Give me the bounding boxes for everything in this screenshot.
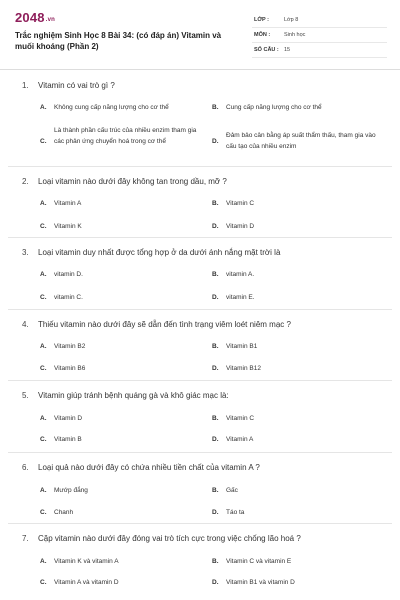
option-text: Vitamin A <box>226 436 254 443</box>
option-letter: B. <box>212 104 219 111</box>
option-letter: B. <box>212 271 219 278</box>
option-letter: D. <box>212 138 219 145</box>
question-text <box>22 390 392 402</box>
option-letter: A. <box>40 487 47 494</box>
question-text <box>22 462 392 474</box>
option-letter: B. <box>212 415 219 422</box>
option-text: Gấc <box>226 487 238 494</box>
question-divider <box>8 166 392 167</box>
option-letter: D. <box>212 294 219 301</box>
question-number: 1. <box>22 81 29 90</box>
option-text: Là thành phần cấu trúc của nhiều enzim tham gia các phản ứng chuyển hoá trong cơ thể <box>54 127 197 145</box>
question-divider <box>8 523 392 524</box>
option-text: Vitamin B2 <box>54 343 86 350</box>
page-header <box>0 0 400 68</box>
option-text: vitamin D. <box>54 271 83 278</box>
meta-key: LỚP : <box>254 17 269 23</box>
option-letter: D. <box>212 509 219 516</box>
option-letter: C. <box>40 294 47 301</box>
page-title: Trắc nghiệm Sinh Học 8 Bài 34: (có đáp án) Vitamin và muối khoáng (Phần 2) <box>15 31 222 51</box>
option-letter: A. <box>40 343 47 350</box>
option-text: Vitamin D <box>54 415 83 422</box>
option-letter: A. <box>40 415 47 422</box>
option-letter: A. <box>40 271 47 278</box>
option-text: Đảm bảo cân bằng áp suất thẩm thấu, tham gia vào cấu tạo của nhiều enzim <box>226 132 376 150</box>
option-text: Vitamin B12 <box>226 365 261 372</box>
question-number: 3. <box>22 248 29 257</box>
option-text: Vitamin B1 <box>226 343 258 350</box>
option-text: Mướp đắng <box>54 487 88 494</box>
option-text: Vitamin A và vitamin D <box>54 579 119 586</box>
header-divider <box>0 69 400 70</box>
option-letter: A. <box>40 104 47 111</box>
meta-row-class <box>252 13 387 28</box>
logo-suffix: .vn <box>45 17 56 23</box>
meta-key: MÔN : <box>254 32 271 38</box>
option-text: Vitamin B1 và vitamin D <box>226 579 295 586</box>
meta-value: Lớp 8 <box>284 17 299 23</box>
question-number: 5. <box>22 391 29 400</box>
question-label: Loại vitamin nào dưới đây không tan trong dầu, mỡ ? <box>38 177 227 186</box>
question-divider <box>8 452 392 453</box>
question-number: 4. <box>22 320 29 329</box>
option-letter: D. <box>212 436 219 443</box>
option-letter: A. <box>40 200 47 207</box>
option-text: Vitamin B6 <box>54 365 86 372</box>
question-text <box>22 533 392 545</box>
option-letter: C. <box>40 436 47 443</box>
meta-row-subject <box>252 28 387 43</box>
question-number: 6. <box>22 463 29 472</box>
question-label: Vitamin giúp tránh bệnh quáng gà và khô giác mạc là: <box>38 391 229 400</box>
question-number: 7. <box>22 534 29 543</box>
option-letter: D. <box>212 579 219 586</box>
question-number: 2. <box>22 177 29 186</box>
option-text: Vitamin C <box>226 200 255 207</box>
meta-key: SỐ CÂU : <box>254 47 279 53</box>
option-text: Vitamin K và vitamin A <box>54 558 119 565</box>
option-text: Táo ta <box>226 509 245 516</box>
option-letter: B. <box>212 558 219 565</box>
option-letter: D. <box>212 365 219 372</box>
meta-value: 15 <box>284 47 291 53</box>
logo-text: 2048 <box>15 10 45 25</box>
option-letter: C. <box>40 223 47 230</box>
option-text: Vitamin C và vitamin E <box>226 558 292 565</box>
question-text <box>22 80 392 92</box>
option-letter: C. <box>40 579 47 586</box>
question-divider <box>8 380 392 381</box>
option-letter: B. <box>212 343 219 350</box>
meta-row-count <box>252 43 387 58</box>
option-text: Vitamin A <box>54 200 82 207</box>
meta-table <box>252 13 387 58</box>
question-label: Loại quả nào dưới đây có chứa nhiều tiền chất của vitamin A ? <box>38 463 260 472</box>
question-text <box>22 176 392 188</box>
option-text: Vitamin C <box>226 415 255 422</box>
option-letter: C. <box>40 509 47 516</box>
option-letter: D. <box>212 223 219 230</box>
option-text: Vitamin D <box>226 223 255 230</box>
option-letter: C. <box>40 138 47 145</box>
option-letter: A. <box>40 558 47 565</box>
question-label: Thiếu vitamin nào dưới đây sẽ dẫn đến tình trạng viêm loét niêm mạc ? <box>38 320 291 329</box>
question-label: Loại vitamin duy nhất được tổng hợp ở da dưới ánh nắng mặt trời là <box>38 248 281 257</box>
question-label: Cặp vitamin nào dưới đây đóng vai trò tích cực trong việc chống lão hoá ? <box>38 534 301 543</box>
option-text: vitamin E. <box>226 294 255 301</box>
option-letter: B. <box>212 487 219 494</box>
option-text: Vitamin K <box>54 223 82 230</box>
question-label: Vitamin có vai trò gì ? <box>38 81 115 90</box>
option-text: Vitamin B <box>54 436 82 443</box>
option-text: vitamin A. <box>226 271 255 278</box>
option-letter: C. <box>40 365 47 372</box>
question-text <box>22 247 392 259</box>
option-text: Không cung cấp năng lượng cho cơ thể <box>54 104 169 111</box>
question-divider <box>8 237 392 238</box>
option-text: Chanh <box>54 509 74 516</box>
meta-value: Sinh học <box>284 32 306 38</box>
question-divider <box>8 309 392 310</box>
option-text: vitamin C. <box>54 294 83 301</box>
option-text: Cung cấp năng lượng cho cơ thể <box>226 104 322 111</box>
question-text <box>22 319 392 331</box>
option-letter: B. <box>212 200 219 207</box>
site-logo[interactable] <box>15 10 55 25</box>
